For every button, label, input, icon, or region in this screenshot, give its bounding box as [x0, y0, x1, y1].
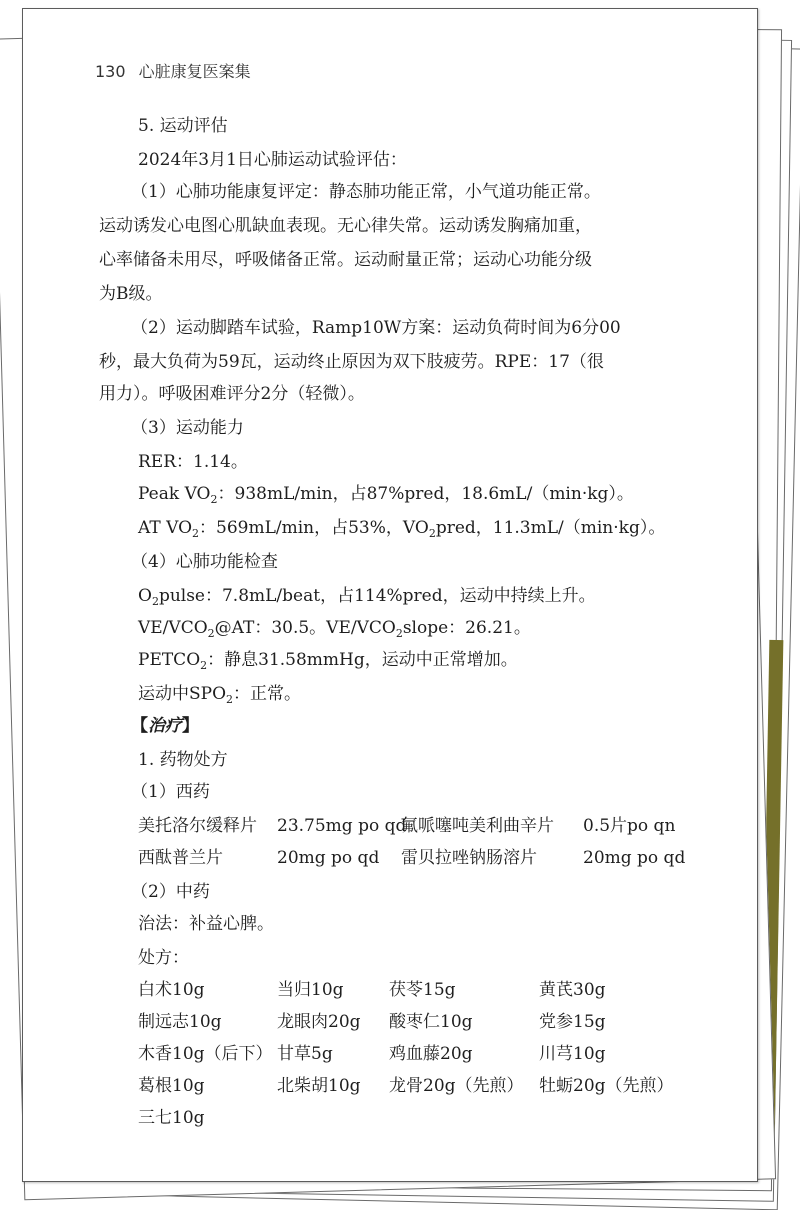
section-heading: 5. 运动评估	[138, 116, 228, 136]
drug-name: 西酞普兰片	[138, 848, 223, 868]
petco2-line	[138, 649, 518, 673]
drug-name: 氟哌噻吨美利曲辛片	[401, 816, 554, 836]
bracket: 】	[182, 716, 199, 736]
rer-line: RER：1.14。	[138, 452, 248, 472]
herb: 茯苓15g	[389, 980, 456, 1000]
herb: 三七10g	[138, 1108, 205, 1128]
herb: 木香10g（后下）	[138, 1044, 273, 1064]
subsection-title: （4）心肺功能检查	[131, 552, 278, 572]
text-span: ：938mL/min，占87%pred，18.6mL/（min·kg）。	[217, 484, 634, 504]
paragraph-line: 处方：	[138, 948, 189, 968]
paragraph-line: 为B级。	[99, 284, 163, 304]
subscript: 2	[192, 527, 200, 540]
subscript: 2	[226, 693, 234, 706]
drug-dose: 0.5片po qn	[583, 816, 676, 836]
text-span: slope：26.21。	[402, 618, 531, 638]
text-span: O	[138, 586, 152, 606]
text-span: PETCO	[138, 650, 201, 670]
treatment-label-text: 治疗	[148, 716, 182, 736]
subscript: 2	[200, 659, 208, 672]
text-span: ：569mL/min，占53%，VO	[199, 518, 429, 538]
text-span: 运动中SPO	[138, 684, 227, 704]
herb: 黄芪30g	[539, 980, 606, 1000]
subscript: 2	[151, 595, 159, 608]
subsection-title: （1）西药	[131, 782, 210, 802]
subscript: 2	[207, 627, 215, 640]
paragraph-line: （1）心肺功能康复评定：静态肺功能正常，小气道功能正常。	[131, 182, 601, 202]
subsection-title: （2）中药	[131, 882, 210, 902]
page-number: 130	[95, 62, 126, 81]
herb: 牡蛎20g（先煎）	[539, 1076, 674, 1096]
text-span: AT VO	[138, 518, 193, 538]
paragraph-line: 秒，最大负荷为59瓦，运动终止原因为双下肢疲劳。RPE：17（很	[99, 352, 604, 372]
subsection-title: （3）运动能力	[131, 418, 244, 438]
paragraph-line: 治法：补益心脾。	[138, 914, 274, 934]
text-span: ：静息31.58mmHg，运动中正常增加。	[207, 650, 518, 670]
herb: 当归10g	[277, 980, 344, 1000]
herb: 川芎10g	[539, 1044, 606, 1064]
text-span: pred，11.3mL/（min·kg）。	[435, 518, 666, 538]
herb: 龙眼肉20g	[277, 1012, 361, 1032]
spo2-line	[138, 683, 301, 707]
herb: 北柴胡10g	[277, 1076, 361, 1096]
text-span: @AT：30.5。VE/VCO	[214, 618, 396, 638]
herb: 葛根10g	[138, 1076, 205, 1096]
text-span: Peak VO	[138, 484, 211, 504]
herb: 甘草5g	[277, 1044, 333, 1064]
drug-dose: 20mg po qd	[583, 848, 686, 868]
herb: 鸡血藤20g	[389, 1044, 473, 1064]
section-heading: 1. 药物处方	[138, 750, 228, 770]
paragraph-line: 心率储备未用尽，呼吸储备正常。运动耐量正常；运动心功能分级	[99, 250, 592, 270]
herb: 党参15g	[539, 1012, 606, 1032]
drug-name: 美托洛尔缓释片	[138, 816, 257, 836]
book-title: 心脏康复医案集	[138, 62, 251, 81]
page-body	[23, 9, 757, 1181]
paragraph-line: 2024年3月1日心肺运动试验评估：	[138, 150, 407, 170]
subscript: 2	[428, 527, 436, 540]
subscript: 2	[395, 627, 403, 640]
herb: 制远志10g	[138, 1012, 222, 1032]
text-span: pulse：7.8mL/beat，占114%pred，运动中持续上升。	[158, 586, 596, 606]
paragraph-line: 用力）。呼吸困难评分2分（轻微）。	[99, 384, 365, 404]
bracket: 【	[131, 716, 148, 736]
o2-pulse-line	[138, 585, 596, 609]
drug-dose: 23.75mg po qd	[277, 816, 407, 836]
herb: 白术10g	[138, 980, 205, 1000]
at-vo2-line	[138, 517, 665, 541]
drug-dose: 20mg po qd	[277, 848, 380, 868]
herb: 酸枣仁10g	[389, 1012, 473, 1032]
paragraph-line: 运动诱发心电图心肌缺血表现。无心律失常。运动诱发胸痛加重，	[99, 216, 592, 236]
herb: 龙骨20g（先煎）	[389, 1076, 524, 1096]
drug-name: 雷贝拉唑钠肠溶片	[401, 848, 537, 868]
text-span: ：正常。	[233, 684, 302, 704]
treatment-label	[131, 715, 199, 737]
peak-vo2-line	[138, 483, 634, 507]
text-span: VE/VCO	[138, 618, 208, 638]
paragraph-line: （2）运动脚踏车试验，Ramp10W方案：运动负荷时间为6分00	[131, 318, 621, 338]
subscript: 2	[210, 493, 218, 506]
ve-vco2-line	[138, 617, 531, 641]
book-page	[22, 8, 758, 1182]
